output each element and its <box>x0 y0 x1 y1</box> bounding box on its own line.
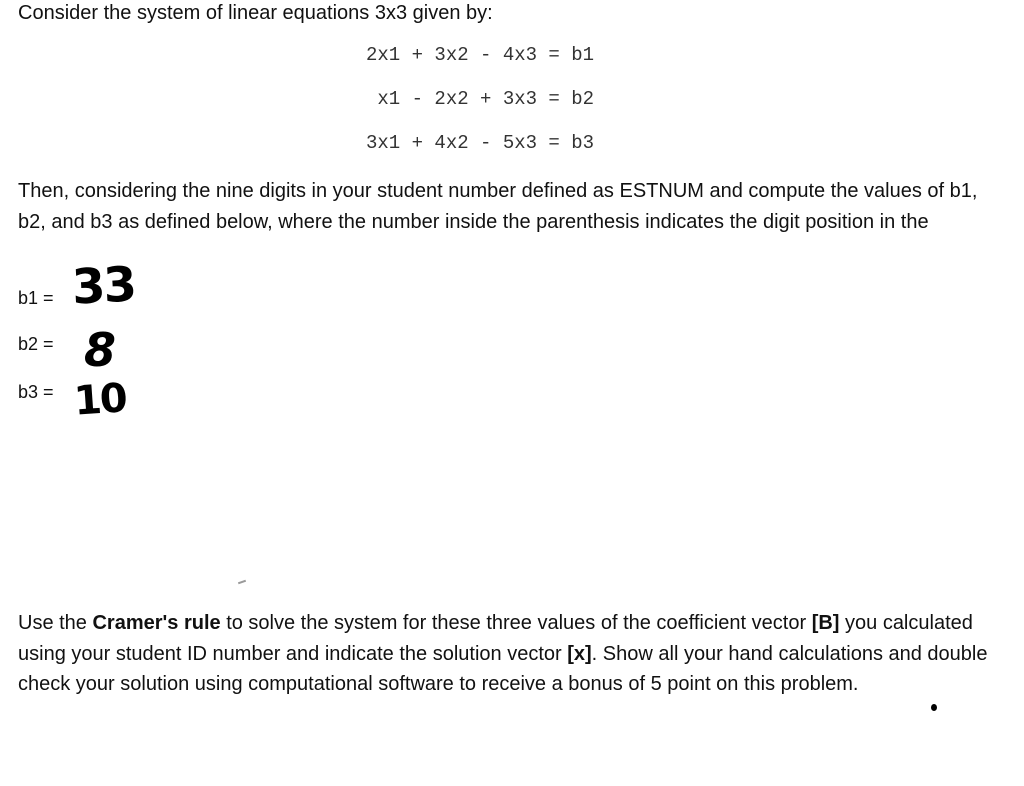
task-text-1: Use the <box>18 612 93 634</box>
intro-text: Consider the system of linear equations 3x3 given by: <box>18 2 493 24</box>
b2-handwritten-value: 8 <box>84 323 117 377</box>
equation-2: x1 - 2x2 + 3x3 = b2 <box>366 88 595 110</box>
pen-dot <box>931 704 937 711</box>
task-text-3: you calculated using your student ID number and indicate the solution vector <box>18 612 973 665</box>
b3-label: b3 = <box>18 382 54 402</box>
task-text-4: . Show all your hand calculations and double check your solution using computational software to receive a bonus of 5 point on this problem. <box>18 642 988 695</box>
task-text-2: to solve the system for these three values of the coefficient vector <box>220 612 812 634</box>
equation-3: 3x1 + 4x2 - 5x3 = b3 <box>366 132 595 154</box>
task-paragraph <box>18 608 993 700</box>
equation-1: 2x1 + 3x2 - 4x3 = b1 <box>366 44 595 66</box>
b2-label: b2 = <box>18 334 54 354</box>
instruction-text: Then, considering the nine digits in your student number defined as ESTNUM and compute the values of b1, b2, and b3 as defined below, where the number inside the parenthesis indicates the digit position in the <box>18 180 978 233</box>
vector-x-emphasis: [x] <box>567 642 592 665</box>
b1-handwritten-value: 33 <box>70 256 137 316</box>
cramers-rule-emphasis: Cramer's rule <box>92 612 221 634</box>
scan-speck <box>238 580 246 585</box>
vector-b-emphasis: [B] <box>811 612 840 634</box>
b1-label: b1 = <box>18 288 54 308</box>
b3-handwritten-value: 10 <box>72 375 128 425</box>
